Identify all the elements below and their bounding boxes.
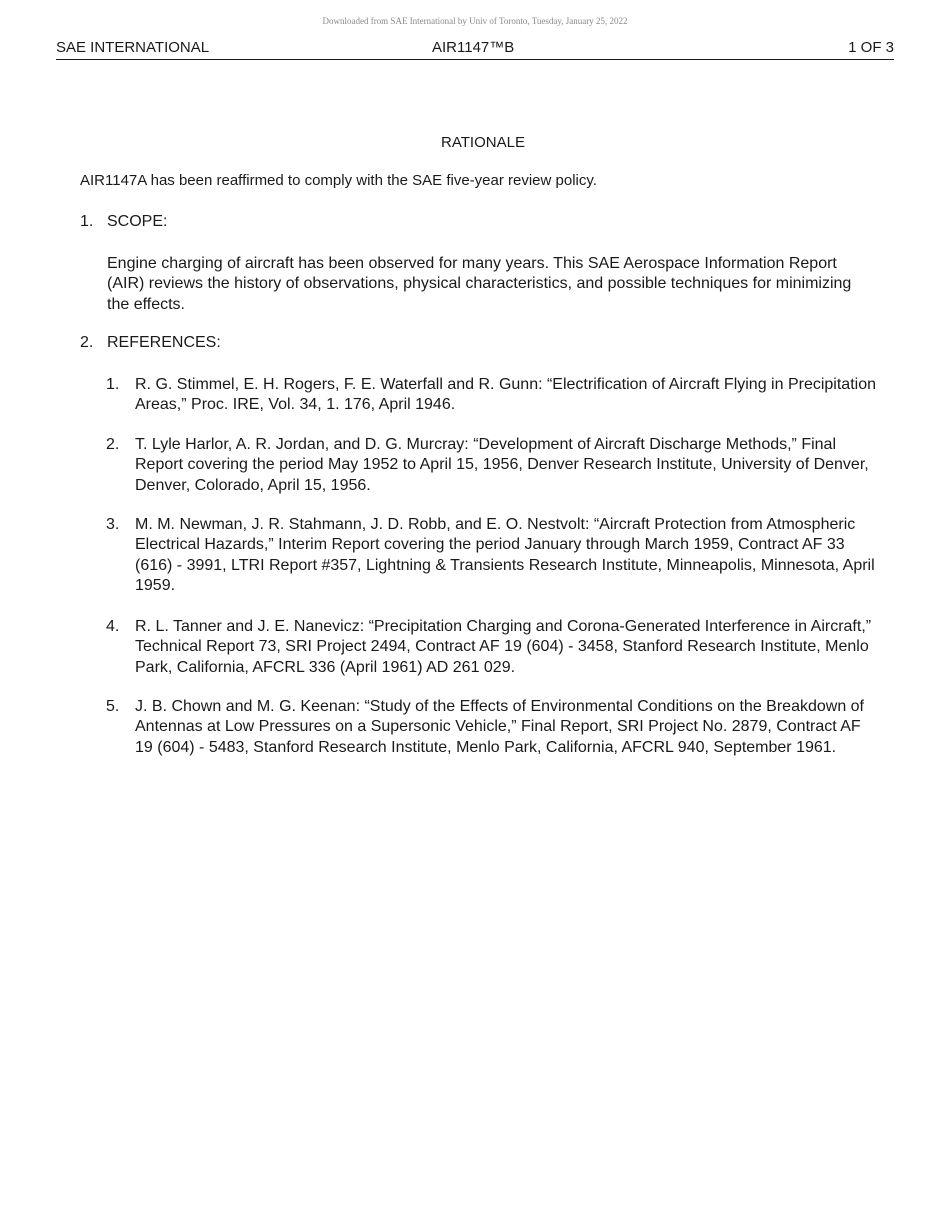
reference-item (106, 617, 876, 678)
scope-number: 1. (80, 213, 94, 230)
reference-text: T. Lyle Harlor, A. R. Jordan, and D. G. Murcray: “Development of Aircraft Discharge Methods,” Final Report covering the period May 1952 to April 15, 1956, Denver Research Institute, University of Denver, Denver, Colorado, April 15, 1956. (135, 436, 869, 494)
reference-text: R. L. Tanner and J. E. Nanevicz: “Precipitation Charging and Corona-Generated Interference in Aircraft,” Technical Report 73, SRI Project 2494, Contract AF 19 (604) - 3458, Stanford Research Institute, Menlo Park, California, AFCRL 336 (April 1961) AD 261 029. (135, 618, 872, 676)
page-header (56, 38, 894, 60)
rationale-title: RATIONALE (441, 134, 525, 151)
reference-number: 2. (106, 436, 120, 453)
reference-text: J. B. Chown and M. G. Keenan: “Study of the Effects of Environmental Conditions on the Breakdown of Antennas at Low Pressures on a Supersonic Vehicle,” Final Report, SRI Project No. 2879, Contract AF 19 (604) - 5483, Stanford Research Institute, Menlo Park, California, AFCRL 940, September 1961. (135, 698, 864, 756)
scope-label: SCOPE: (107, 213, 168, 230)
rationale-text: AIR1147A has been reaffirmed to comply with the SAE five-year review policy. (80, 172, 597, 189)
reference-number: 4. (106, 618, 120, 635)
reference-item (106, 697, 876, 758)
references-number: 2. (80, 334, 94, 351)
reference-number: 5. (106, 698, 120, 715)
references-label: REFERENCES: (107, 334, 221, 351)
header-organization: SAE INTERNATIONAL (56, 39, 210, 56)
reference-text: R. G. Stimmel, E. H. Rogers, F. E. Waterfall and R. Gunn: “Electrification of Aircraft Flying in Precipitation Areas,” Proc. IRE, Vol. 34, 1. 176, April 1946. (135, 376, 876, 414)
header-document-id: AIR1147™B (432, 39, 515, 56)
scope-paragraph: Engine charging of aircraft has been observed for many years. This SAE Aerospace Information Report (AIR) reviews the history of observations, physical characteristics, and possible techniques for minimizing the effects. (107, 255, 852, 313)
reference-number: 3. (106, 516, 120, 533)
reference-item (106, 375, 876, 416)
download-watermark: Downloaded from SAE International by Univ of Toronto, Tuesday, January 25, 2022 (322, 16, 628, 26)
reference-text: M. M. Newman, J. R. Stahmann, J. D. Robb, and E. O. Nestvolt: “Aircraft Protection from Atmospheric Electrical Hazards,” Interim Report covering the period January through March 1959, Contract AF 33 (616) - 3991, LTRI Report #357, Lightning & Transients Research Institute, Minneapolis, Minnesota, April 1959. (135, 516, 875, 595)
reference-item (106, 435, 876, 496)
reference-number: 1. (106, 376, 120, 393)
header-page-number: 1 OF 3 (848, 39, 894, 56)
reference-item (106, 515, 876, 597)
